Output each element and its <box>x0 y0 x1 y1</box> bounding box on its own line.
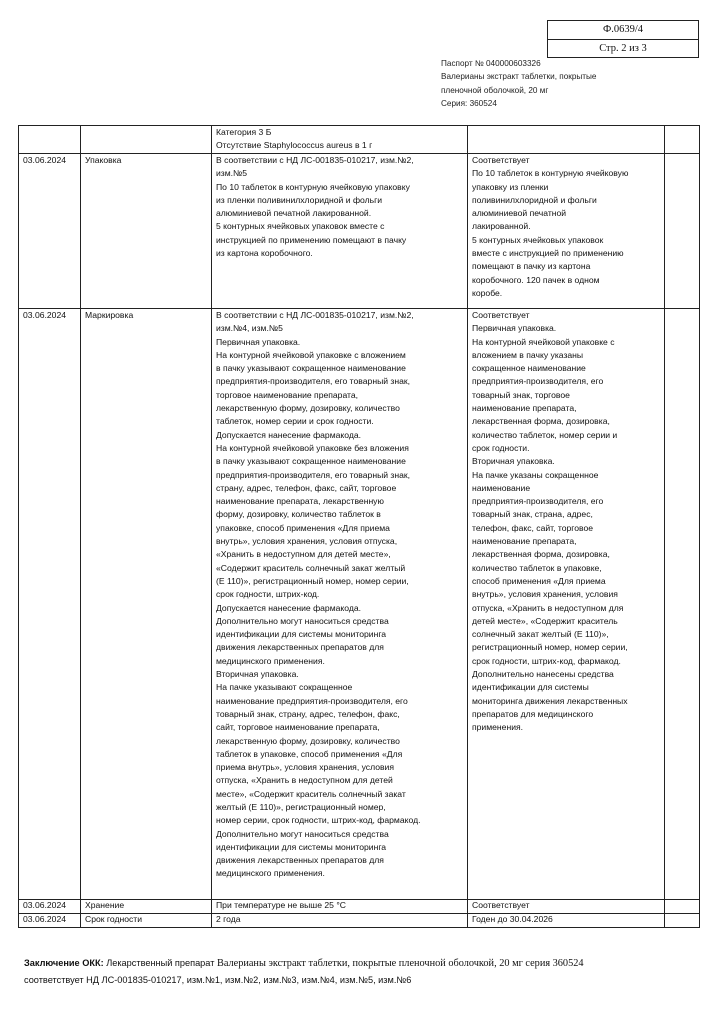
cell-text-line: способ применения «Для приема <box>472 575 606 586</box>
parameter-cell: Упаковка <box>81 154 212 309</box>
cell-text-line: Дополнительно нанесены средства <box>472 669 614 680</box>
cell-text-line: Категория 3 Б <box>216 127 272 137</box>
cell-text-line: Дополнительно могут наноситься средства <box>216 615 389 626</box>
cell-text-line: Отсутствие Staphylococcus aureus в 1 г <box>216 140 373 151</box>
cell-text-line: коробочного. 120 пачек в одном <box>472 274 600 285</box>
table-row <box>19 900 700 914</box>
cell-text-line: количество таблеток в упаковке, <box>472 562 602 573</box>
cell-text-line: товарный знак, страну, адрес, телефон, факс, <box>216 708 400 719</box>
cell-text-line: На контурной ячейковой упаковке без вложения <box>216 442 409 453</box>
cell-text-line: лекарственная форма, дозировка, <box>472 416 610 427</box>
conclusion-product: Валерианы экстракт таблетки, покрытые пленочной оболочкой, 20 мг серия 360524 <box>216 958 584 969</box>
cell-text-line: товарный знак, страна, адрес, <box>472 509 593 520</box>
result-cell <box>468 154 665 309</box>
cell-text-line: таблеток, номер серии и срок годности. <box>216 416 374 427</box>
cell-text-line: в пачку указывают сокращенное наименование <box>216 456 406 467</box>
cell-text-line: Соответствует <box>472 155 530 165</box>
cell-text-line: Соответствует <box>472 900 530 910</box>
cell-text-line: Соответствует <box>472 310 530 320</box>
cell-text-line: форму, дозировку, количество таблеток в <box>216 509 381 520</box>
cell-text-line: предприятия-производителя, его товарный знак, <box>216 469 411 480</box>
cell-text-line: наименование предприятия-производителя, его <box>216 695 408 706</box>
cell-text-line: из картона коробочного. <box>216 248 313 259</box>
cell-text-line: предприятия-производителя, его <box>472 376 604 387</box>
cell-text-line: желтый (Е 110)», регистрационный номер, <box>216 801 386 812</box>
cell-text-line: Вторичная упаковка. <box>472 456 555 467</box>
cell-text-line: из пленки поливинилхлоридной и фольги <box>216 194 383 205</box>
conclusion-line-1 <box>24 955 704 972</box>
cell-text-line: Вторичная упаковка. <box>216 669 299 680</box>
cell-text-line: упаковку из пленки <box>472 181 549 192</box>
cell-text-line: телефон, факс, сайт, торговое <box>472 522 594 533</box>
result-cell <box>468 309 665 900</box>
cell-text-line: «Хранить в недоступном для детей месте», <box>216 549 391 560</box>
cell-text-line: алюминиевой печатной лакированной. <box>216 208 372 219</box>
cell-text-line: движения лекарственных препаратов для <box>216 642 384 653</box>
cell-text-line: инструкцией по применению помещают в пачку <box>216 234 407 245</box>
passport-info <box>441 57 596 110</box>
cell-text-line: отпуска, «Хранить в недоступном для <box>472 602 624 613</box>
cell-text-line: лакированной. <box>472 221 531 232</box>
cell-text-line: Первичная упаковка. <box>472 323 557 334</box>
cell-text-line: По 10 таблеток в контурную ячейковую <box>472 168 629 179</box>
requirement-cell <box>212 126 468 154</box>
parameter-cell: Срок годности <box>81 914 212 928</box>
cell-text-line: (Е 110)», регистрационный номер, номер серии, <box>216 575 409 586</box>
cell-text-line: идентификации для системы мониторинга <box>216 629 387 640</box>
cell-text-line: количество таблеток, номер серии и <box>472 429 618 440</box>
cell-text-line: Первичная упаковка. <box>216 336 301 347</box>
requirement-cell <box>212 154 468 309</box>
result-cell <box>468 914 665 928</box>
cell-text-line: медицинского применения. <box>216 655 325 666</box>
empty-cell <box>665 126 700 154</box>
empty-cell <box>665 154 700 309</box>
date-cell: 03.06.2024 <box>19 914 81 928</box>
table-row <box>19 126 700 154</box>
parameter-cell: Хранение <box>81 900 212 914</box>
cell-text-line: Допускается нанесение фармакода. <box>216 429 362 440</box>
cell-text-line: номер серии, срок годности, штрих-код, фармакод. <box>216 815 421 826</box>
cell-text-line: При температуре не выше 25 °С <box>216 900 346 910</box>
cell-text-line: идентификации для системы мониторинга <box>216 841 387 852</box>
cell-text-line: предприятия-производителя, его <box>472 496 604 507</box>
cell-text-line: изм.№4, изм.№5 <box>216 323 283 334</box>
cell-text-line: сайт, торговое наименование препарата, <box>216 722 380 733</box>
cell-text-line: упаковке, способ применения «Для приема <box>216 522 390 533</box>
cell-text-line: детей месте», «Содержит краситель <box>472 615 618 626</box>
cell-text-line: 2 года <box>216 914 241 924</box>
cell-text-line: Дополнительно могут наноситься средства <box>216 828 389 839</box>
table-row <box>19 309 700 900</box>
cell-text-line: изм.№5 <box>216 168 248 179</box>
conclusion-text: Лекарственный препарат <box>103 958 217 968</box>
cell-text-line: лекарственную форму, дозировку, количество <box>216 735 400 746</box>
cell-text-line: вложением в пачку указаны <box>472 349 584 360</box>
cell-text-line: алюминиевой печатной <box>472 208 567 219</box>
cell-text-line: На контурной ячейковой упаковке с вложением <box>216 349 406 360</box>
cell-text-line: коробе. <box>472 287 503 298</box>
conclusion-label: Заключение ОКК: <box>24 958 104 968</box>
cell-text-line: применения. <box>472 722 524 733</box>
requirement-cell <box>212 914 468 928</box>
cell-text-line: Годен до 30.04.2026 <box>472 914 553 924</box>
test-results-table <box>18 125 700 928</box>
cell-text-line: Допускается нанесение фармакода. <box>216 602 362 613</box>
cell-text-line: наименование <box>472 482 531 493</box>
passport-number: Паспорт № 040000603326 <box>441 59 541 68</box>
cell-text-line: срок годности, штрих-код. <box>216 589 320 600</box>
conclusion <box>24 955 704 988</box>
cell-text-line: На пачке указывают сокращенное <box>216 682 353 693</box>
form-code-box <box>547 20 699 58</box>
parameter-cell <box>81 126 212 154</box>
cell-text-line: товарный знак, торговое <box>472 389 570 400</box>
cell-text-line: движения лекарственных препаратов для <box>216 855 384 866</box>
cell-text-line: в пачку указывают сокращенное наименование <box>216 363 406 374</box>
cell-text-line: приема внутрь», условия хранения, условия <box>216 762 395 773</box>
product-name-line-1: Валерианы экстракт таблетки, покрытые <box>441 72 597 82</box>
cell-text-line: страну, адрес, телефон, факс, сайт, торговое <box>216 482 397 493</box>
cell-text-line: лекарственная форма, дозировка, <box>472 549 610 560</box>
page-number: Стр. 2 из 3 <box>599 43 647 54</box>
cell-text-line: отпуска, «Хранить в недоступном для детей <box>216 775 393 786</box>
date-cell: 03.06.2024 <box>19 154 81 309</box>
cell-text-line: 5 контурных ячейковых упаковок вместе с <box>216 221 385 232</box>
table-row <box>19 914 700 928</box>
date-cell: 03.06.2024 <box>19 900 81 914</box>
requirement-cell <box>212 900 468 914</box>
cell-text-line: солнечный закат желтый (Е 110)», <box>472 629 609 640</box>
cell-text-line: В соответствии с НД ЛС-001835-010217, изм.№2, <box>216 310 414 320</box>
cell-text-line: идентификации для системы <box>472 682 589 693</box>
cell-text-line: 5 контурных ячейковых упаковок <box>472 234 604 245</box>
cell-text-line: вместе с инструкцией по применению <box>472 248 624 259</box>
conclusion-line-2: соответствует НД ЛС-001835-010217, изм.№1, изм.№2, изм.№3, изм.№4, изм.№5, изм.№6 <box>24 975 412 985</box>
cell-text-line: препаратов для медицинского <box>472 708 594 719</box>
result-cell <box>468 900 665 914</box>
cell-text-line: поливинилхлоридной и фольги <box>472 194 597 205</box>
cell-text-line: срок годности. <box>472 442 530 453</box>
cell-text-line: медицинского применения. <box>216 868 325 879</box>
cell-text-line: На контурной ячейковой упаковке с <box>472 336 615 347</box>
cell-text-line: наименование препарата, <box>472 536 577 547</box>
product-name-line-2: пленочной оболочкой, 20 мг <box>441 85 549 95</box>
result-cell <box>468 126 665 154</box>
cell-text-line: предприятия-производителя, его товарный знак, <box>216 376 411 387</box>
date-cell <box>19 126 81 154</box>
requirement-cell <box>212 309 468 900</box>
empty-cell <box>665 900 700 914</box>
cell-text-line: наименование препарата, лекарственную <box>216 496 384 507</box>
cell-text-line: По 10 таблеток в контурную ячейковую упаковку <box>216 181 410 192</box>
batch-number: Серия: 360524 <box>441 98 497 108</box>
cell-text-line: сокращенное наименование <box>472 363 586 374</box>
cell-text-line: мониторинга движения лекарственных <box>472 695 628 706</box>
cell-text-line: внутрь», условия хранения, условия <box>472 589 618 600</box>
cell-text-line: месте», «Содержит краситель солнечный закат <box>216 788 406 799</box>
cell-text-line: таблеток в упаковке, способ применения «Для <box>216 748 403 759</box>
cell-text-line: «Содержит краситель солнечный закат желтый <box>216 562 406 573</box>
cell-text-line: В соответствии с НД ЛС-001835-010217, изм.№2, <box>216 155 414 165</box>
date-cell: 03.06.2024 <box>19 309 81 900</box>
cell-text-line: лекарственную форму, дозировку, количество <box>216 403 400 414</box>
empty-cell <box>665 914 700 928</box>
cell-text-line: наименование препарата, <box>472 403 577 414</box>
cell-text-line: помещают в пачку из картона <box>472 261 591 272</box>
cell-text-line: На пачке указаны сокращенное <box>472 469 599 480</box>
parameter-cell: Маркировка <box>81 309 212 900</box>
table-row <box>19 154 700 309</box>
empty-cell <box>665 309 700 900</box>
cell-text-line: внутрь», условия хранения, условия отпуска, <box>216 536 398 547</box>
cell-text-line: регистрационный номер, номер серии, <box>472 642 628 653</box>
cell-text-line: торговое наименование препарата, <box>216 389 359 400</box>
form-code: Ф.0639/4 <box>548 21 698 40</box>
cell-text-line: срок годности, штрих-код, фармакод. <box>472 655 621 666</box>
